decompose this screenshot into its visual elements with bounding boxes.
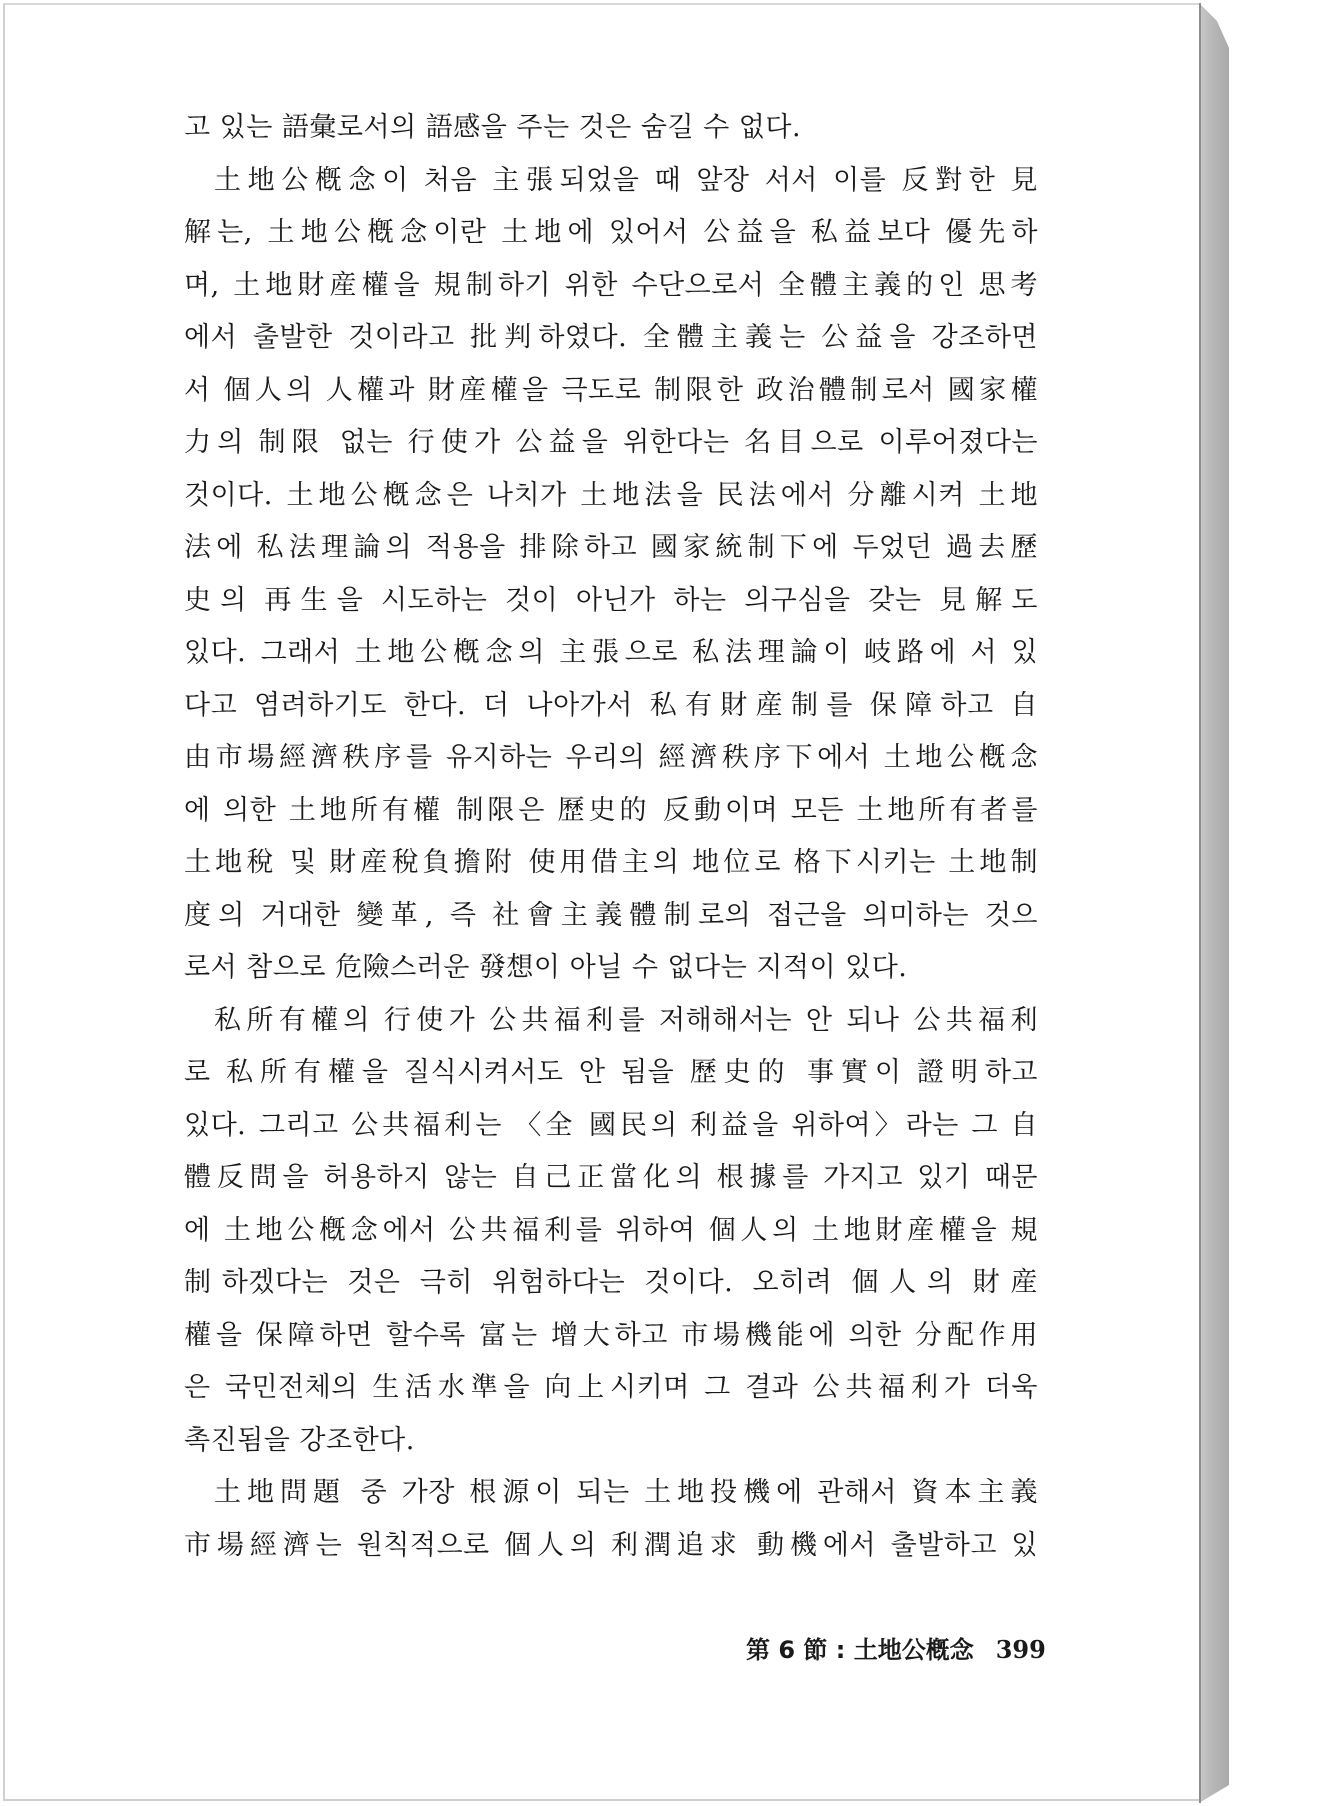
text-line: 土地稅 및 財産稅負擔附 使用借主의 地位로 格下시키는 土地制 [184,847,1038,878]
text-line: 法에 私法理論의 적용을 排除하고 國家統制下에 두었던 過去歷 [184,532,1038,563]
text-line: 史의 再生을 시도하는 것이 아닌가 하는 의구심을 갖는 見解도 [184,584,1038,616]
text-line: 고 있는 語彙로서의 語感을 주는 것은 숨길 수 없다. [184,112,802,143]
text-line: 權을 保障하면 할수록 富는 增大하고 市場機能에 의한 分配作用 [184,1319,1038,1351]
text-line: 土地公槪念이 처음 主張되었을 때 앞장 서서 이를 反對한 見 [214,164,1038,196]
text-line: 에 土地公槪念에서 公共福利를 위하여 個人의 土地財産權을 規 [184,1214,1038,1246]
text-line: 로서 참으로 危險스러운 發想이 아닐 수 없다는 지적이 있다. [184,952,908,983]
page-footer [746,1630,1046,1665]
text-line: 解는, 土地公槪念이란 土地에 있어서 公益을 私益보다 優先하 [184,217,1038,248]
section-title: 第 6 節 : 土地公槪念 [746,1636,974,1664]
text-line: 다고 염려하기도 한다. 더 나아가서 私有財産制를 保障하고 自 [184,689,1038,721]
page-number: 399 [995,1635,1046,1664]
page-edge-shadow [1199,3,1229,1803]
text-line: 에서 출발한 것이라고 批判하였다. 全體主義는 公益을 강조하면 [184,322,1038,353]
text-line: 市場經濟는 원칙적으로 個人의 利潤追求 動機에서 출발하고 있 [184,1529,1038,1561]
text-line: 에 의한 土地所有權 制限은 歷史的 反動이며 모든 土地所有者를 [184,794,1038,826]
text-line: 은 국민전체의 生活水準을 向上시키며 그 결과 公共福利가 더욱 [184,1372,1038,1403]
page-edge-line [1199,3,1201,1803]
text-line: 力의 制限 없는 行使가 公益을 위한다는 名目으로 이루어졌다는 [184,427,1038,458]
text-line: 私所有權의 行使가 公共福利를 저해해서는 안 되나 公共福利 [214,1004,1038,1036]
text-line: 있다. 그리고 公共福利는 〈全 國民의 利益을 위하여〉라는 그 自 [184,1109,1038,1141]
text-line: 體反問을 허용하지 않는 自己正當化의 根據를 가지고 있기 때문 [184,1162,1038,1193]
text-line: 있다. 그래서 土地公槪念의 主張으로 私法理論이 岐路에 서 있 [184,637,1038,668]
text-line: 制하겠다는 것은 극히 위험하다는 것이다. 오히려 個人의 財産 [184,1267,1038,1298]
text-line: 由市場經濟秩序를 유지하는 우리의 經濟秩序下에서 土地公槪念 [184,742,1038,773]
text-line: 것이다. 土地公槪念은 나치가 土地法을 民法에서 分離시켜 土地 [184,479,1038,511]
text-line: 로 私所有權을 질식시켜서도 안 됨을 歷史的 事實이 證明하고 [184,1057,1038,1088]
text-line: 土地問題 중 가장 根源이 되는 土地投機에 관해서 資本主義 [214,1477,1038,1508]
text-line: 서 個人의 人權과 財産權을 극도로 制限한 政治體制로서 國家權 [184,374,1038,406]
text-line: 촉진됨을 강조한다. [184,1424,415,1456]
text-line: 며, 土地財産權을 規制하기 위한 수단으로서 全體主義的인 思考 [184,269,1038,301]
body-text [184,102,1038,1572]
text-line: 度의 거대한 變革, 즉 社會主義體制로의 접근을 의미하는 것으 [184,899,1038,931]
